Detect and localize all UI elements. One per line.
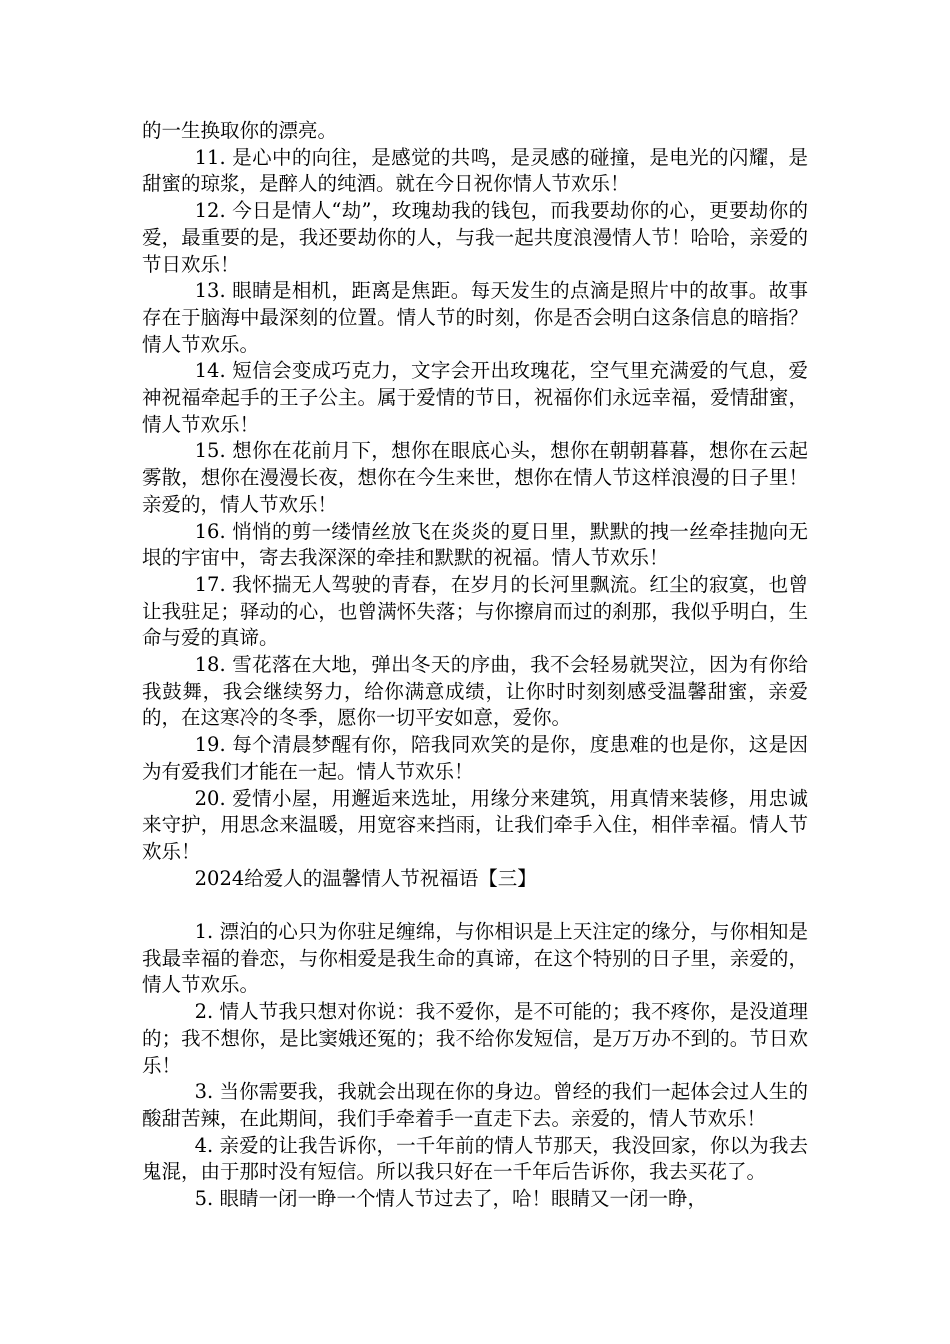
continued-paragraph: 的一生换取你的漂亮。 [142,119,338,142]
section3-greeting-2: 2. 情人节我只想对你说：我不爱你，是不可能的；我不疼你，是没道理的；我不想你，是比窦娥还冤的；我不给你发短信，是万万办不到的。节日欢乐！ [142,1000,808,1077]
document-body [142,118,808,1213]
greeting-17: 17. 我怀揣无人驾驶的青春，在岁月的长河里飘流。红尘的寂寞，也曾让我驻足；驿动的心，也曾满怀失落；与你擦肩而过的刹那，我似乎明白，生命与爱的真谛。 [142,572,808,650]
greeting-12: 12. 今日是情人“劫”，玫瑰劫我的钱包，而我要劫你的心，更要劫你的爱，最重要的是，我还要劫你的人，与我一起共度浪漫情人节！哈哈，亲爱的节日欢乐！ [142,199,808,276]
greeting-14: 14. 短信会变成巧克力，文字会开出玫瑰花，空气里充满爱的气息，爱神祝福牵起手的王子公主。属于爱情的节日，祝福你们永远幸福，爱情甜蜜，情人节欢乐！ [142,359,808,436]
greeting-15: 15. 想你在花前月下，想你在眼底心头，想你在朝朝暮暮，想你在云起雾散，想你在漫漫长夜，想你在今生来世，想你在情人节这样浪漫的日子里！亲爱的，情人节欢乐！ [142,439,808,516]
greeting-13: 13. 眼睛是相机，距离是焦距。每天发生的点滴是照片中的故事。故事存在于脑海中最深刻的位置。情人节的时刻，你是否会明白这条信息的暗指？情人节欢乐。 [142,279,808,356]
greeting-18: 18. 雪花落在大地，弹出冬天的序曲，我不会轻易就哭泣，因为有你给我鼓舞，我会继续努力，给你满意成绩，让你时时刻刻感受温馨甜蜜，亲爱的，在这寒冷的冬季，愿你一切平安如意，爱你。 [142,653,808,730]
section3-greeting-4: 4. 亲爱的让我告诉你，一千年前的情人节那天，我没回家，你以为我去鬼混，由于那时没有短信。所以我只好在一千年后告诉你，我去买花了。 [142,1133,808,1184]
section3-greeting-5: 5. 眼睛一闭一睁一个情人节过去了，哈！眼睛又一闭一睁， [194,1187,707,1211]
section-heading: 2024给爱人的温馨情人节祝福语【三】 [194,866,537,890]
section3-greeting-1: 1. 漂泊的心只为你驻足缠绵，与你相识是上天注定的缘分，与你相知是我最幸福的眷恋，与你相爱是我生命的真谛，在这个特别的日子里，亲爱的，情人节欢乐。 [142,920,808,997]
greeting-20: 20. 爱情小屋，用邂逅来选址，用缘分来建筑，用真情来装修，用忠诚来守护，用思念来温暖，用宽容来挡雨，让我们牵手入住，相伴幸福。情人节欢乐！ [142,786,808,863]
greeting-16: 16. 悄悄的剪一缕情丝放飞在炎炎的夏日里，默默的拽一丝牵挂抛向无垠的宇宙中，寄去我深深的牵挂和默默的祝福。情人节欢乐！ [142,519,808,570]
greeting-19: 19. 每个清晨梦醒有你，陪我同欢笑的是你，度患难的也是你，这是因为有爱我们才能在一起。情人节欢乐！ [142,733,808,783]
section3-greeting-3: 3. 当你需要我，我就会出现在你的身边。曾经的我们一起体会过人生的酸甜苦辣，在此期间，我们手牵着手一直走下去。亲爱的，情人节欢乐！ [142,1080,808,1130]
greeting-11: 11. 是心中的向往，是感觉的共鸣，是灵感的碰撞，是电光的闪耀，是甜蜜的琼浆，是醉人的纯酒。就在今日祝你情人节欢乐！ [142,145,808,196]
